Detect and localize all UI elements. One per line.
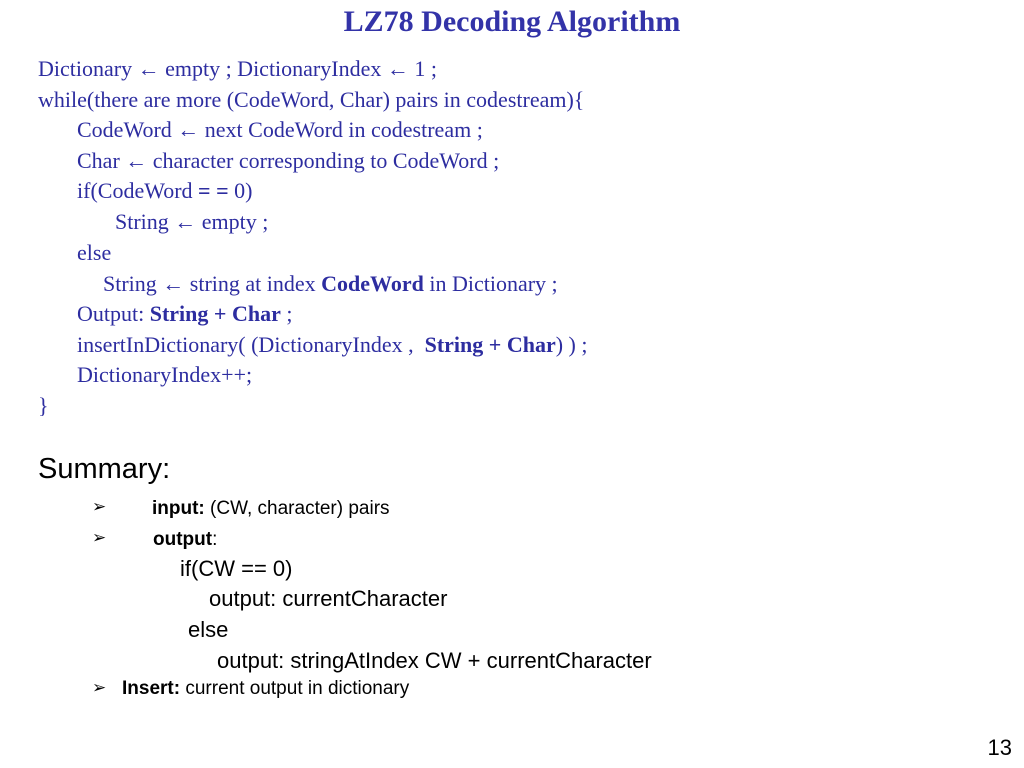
code-text: ) ) ;: [555, 332, 588, 357]
insert-text: current output in dictionary: [180, 678, 410, 699]
summary-output-else: else: [188, 617, 229, 642]
code-text: in Dictionary ;: [423, 271, 558, 296]
code-line-11: DictionaryIndex++;: [77, 362, 253, 387]
output-label: output: [153, 529, 213, 550]
summary-heading: Summary:: [38, 453, 171, 485]
code-line-10: [77, 332, 587, 358]
output-colon: :: [212, 529, 218, 550]
summary-output-string: output: stringAtIndex CW + currentCharacter: [217, 648, 652, 673]
arrow-bullet-icon: ➢: [92, 528, 107, 548]
code-text: String ← string at index: [103, 271, 322, 296]
code-bold-text: = =: [198, 178, 229, 203]
arrow-bullet-icon: ➢: [92, 497, 107, 517]
code-bold-text: String + Char: [149, 301, 281, 326]
code-line-1: Dictionary ← empty ; DictionaryIndex ← 1 ;: [38, 56, 437, 81]
code-bold-text: CodeWord: [321, 271, 424, 296]
code-text: if(CodeWord: [77, 178, 199, 203]
code-line-2: while(there are more (CodeWord, Char) pairs in codestream){: [38, 87, 585, 112]
summary-input-line: [152, 498, 390, 520]
code-bold-text: String + Char: [424, 332, 556, 357]
code-text: Output:: [77, 301, 150, 326]
code-line-6: String ← empty ;: [115, 209, 269, 234]
code-line-4: Char ← character corresponding to CodeWord ;: [77, 148, 500, 173]
code-line-3: CodeWord ← next CodeWord in codestream ;: [77, 117, 483, 142]
code-line-7: else: [77, 240, 112, 265]
code-line-12: }: [38, 393, 49, 418]
summary-output-current: output: currentCharacter: [209, 586, 448, 611]
page-number: 13: [987, 735, 1012, 760]
input-label: input:: [152, 498, 205, 519]
summary-output-line: [153, 529, 217, 551]
code-text: 0): [228, 178, 253, 203]
slide-title: LZ78 Decoding Algorithm: [343, 5, 681, 38]
insert-label: Insert:: [122, 678, 181, 699]
code-text: insertInDictionary( (DictionaryIndex ,: [77, 332, 425, 357]
summary-insert-line: [122, 678, 409, 700]
code-line-9: [77, 301, 292, 327]
code-line-8: [103, 271, 558, 297]
code-line-5: [77, 178, 252, 204]
code-text: ;: [280, 301, 293, 326]
summary-output-if: if(CW == 0): [180, 556, 293, 581]
input-text: (CW, character) pairs: [204, 498, 390, 519]
arrow-bullet-icon: ➢: [92, 678, 107, 698]
